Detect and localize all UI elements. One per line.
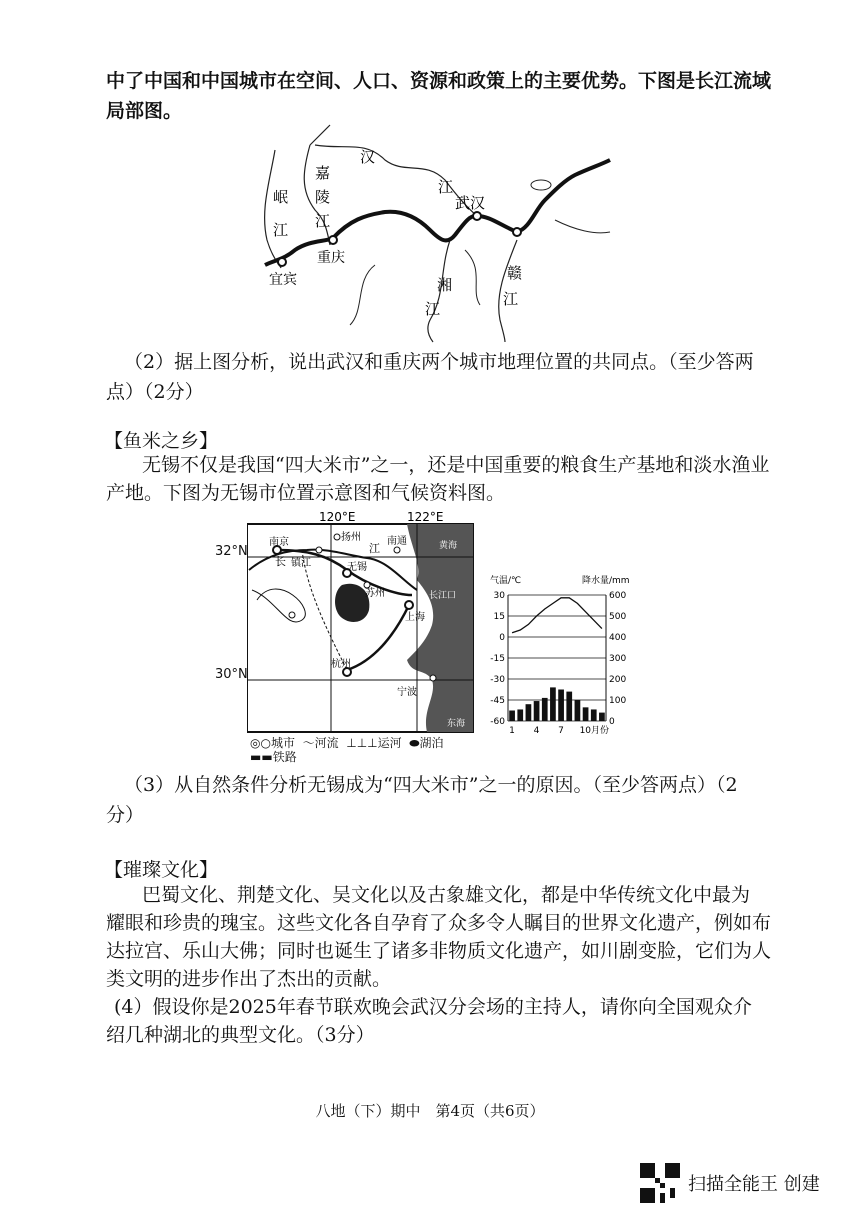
text-line-1: 中了中国和中国城市在空间、人口、资源和政策上的主要优势。下图是长江流域 <box>106 70 772 92</box>
precipitation-bar <box>583 707 589 721</box>
question-2-line-2: 点）（2分） <box>106 381 204 403</box>
y2-tick-label: 0 <box>609 717 615 727</box>
minor-river-3 <box>555 220 610 233</box>
precipitation-bar <box>550 687 556 721</box>
label-suzhou: 苏州 <box>365 588 385 599</box>
label-lat-30: 30°N <box>215 667 248 682</box>
label-hangzhou: 杭州 <box>331 659 351 670</box>
label-jiang-5: 江 <box>503 290 519 308</box>
label-jiang-2: 江 <box>315 212 331 230</box>
legend-rail-icon: ▬▬ <box>250 750 273 764</box>
y-tick-label: -30 <box>490 675 505 685</box>
legend-lake: 湖泊 <box>419 736 444 750</box>
label-jiang-4: 江 <box>425 300 441 318</box>
precipitation-bar <box>517 709 523 721</box>
legend-canal: 运河 <box>377 736 402 750</box>
label-xiang: 湘 <box>437 276 453 294</box>
y-axis-label: 气温/℃ <box>490 576 522 586</box>
minjiang-river <box>265 150 281 268</box>
text-line-2: 局部图。 <box>106 100 183 122</box>
paragraph-2-line-2: 耀眼和珍贵的瑰宝。这些文化各自孕育了众多令人瞩目的世界文化遗产，例如布 <box>106 912 772 934</box>
label-huanghai: 黄海 <box>439 541 458 551</box>
lake-poyang <box>531 180 551 190</box>
legend-rail: 铁路 <box>272 750 297 764</box>
label-nanjing: 南京 <box>269 537 289 548</box>
precipitation-bar <box>591 709 597 721</box>
city-wuhan <box>473 212 481 220</box>
scanner-watermark <box>640 1163 820 1203</box>
x-tick-label: 1 <box>509 726 515 735</box>
legend-city: ◎○城市 <box>250 736 295 750</box>
climate-chart <box>484 575 644 735</box>
precipitation-bar <box>526 704 532 721</box>
label-nantong: 南通 <box>387 536 407 547</box>
precipitation-bar <box>575 700 581 721</box>
map-legend <box>250 736 444 764</box>
y-tick-label: -45 <box>490 696 505 706</box>
wuxi-location-map <box>247 510 475 735</box>
precipitation-bar <box>542 698 548 721</box>
y-tick-label: 0 <box>499 633 505 643</box>
city-chongqing <box>329 236 337 244</box>
section-title-culture: 【璀璨文化】 <box>104 859 219 881</box>
label-lat-32: 32°N <box>215 544 248 559</box>
label-donghai: 东海 <box>447 719 466 729</box>
y-tick-label: -15 <box>490 654 505 664</box>
y-tick-label: 30 <box>493 591 505 601</box>
label-ningbo: 宁波 <box>397 687 417 698</box>
question-4-line-2: 绍几种湖北的典型文化。（3分） <box>106 1024 375 1046</box>
label-yangzhou: 扬州 <box>341 532 361 543</box>
label-chang: 长 <box>275 555 286 568</box>
y-tick-label: 15 <box>493 612 505 622</box>
x-axis-label: 10月份 <box>579 726 610 735</box>
paragraph-2-line-1: 巴蜀文化、荆楚文化、吴文化以及古象雄文化，都是中华传统文化中最为 <box>142 884 751 906</box>
y2-tick-label: 400 <box>609 633 627 643</box>
y2-axis-label: 降水量/mm <box>582 576 630 586</box>
legend-river: 河流 <box>314 736 339 750</box>
label-changjiangkou: 长江口 <box>429 591 457 601</box>
minor-river <box>350 265 375 325</box>
qr-code-icon <box>640 1163 680 1203</box>
label-zhenjiang: 镇江 <box>291 558 311 569</box>
label-yibin: 宜宾 <box>269 272 297 288</box>
label-jiang: 江 <box>369 542 380 555</box>
label-wuhan: 武汉 <box>455 194 486 212</box>
city-ningbo <box>430 675 436 681</box>
label-gan: 赣 <box>507 264 523 282</box>
paragraph-2-line-3: 达拉宫、乐山大佛；同时也诞生了诸多非物质文化遗产，如川剧变脸，它们为人 <box>106 940 772 962</box>
precipitation-bar <box>509 711 515 722</box>
city-jiujiang <box>513 228 521 236</box>
legend-canal-icon: ⊥⊥⊥ <box>346 736 378 750</box>
y2-tick-label: 500 <box>609 612 627 622</box>
label-jiang-1: 江 <box>273 221 289 239</box>
x-tick-label: 7 <box>558 726 564 735</box>
y2-tick-label: 100 <box>609 696 627 706</box>
label-han: 汉 <box>360 148 376 166</box>
page-footer: 八地（下）期中 第4页（共6页） <box>315 1102 545 1120</box>
label-jia: 嘉 <box>315 164 331 182</box>
precipitation-bar <box>558 690 564 722</box>
paragraph-1-line-1: 无锡不仅是我国“四大米市”之一，还是中国重要的粮食生产基地和淡水渔业 <box>142 454 770 476</box>
city-yibin <box>278 258 286 266</box>
city-shanghai <box>405 601 413 609</box>
question-2-line-1: （2）据上图分析，说出武汉和重庆两个城市地理位置的共同点。（至少答两 <box>124 351 754 373</box>
label-jiang-3: 江 <box>438 178 454 196</box>
watermark-text: 扫描全能王 创建 <box>688 1174 820 1195</box>
precipitation-bar <box>599 713 605 721</box>
label-lon-120: 120°E <box>319 510 356 524</box>
label-ling: 陵 <box>315 188 331 206</box>
city-nantong <box>394 547 400 553</box>
city-west <box>289 612 295 618</box>
y-tick-label: -60 <box>490 717 505 727</box>
city-yangzhou <box>334 534 340 540</box>
precipitation-bar <box>566 692 572 721</box>
label-shanghai: 上海 <box>405 612 425 623</box>
legend-river-icon: ～ <box>302 736 315 750</box>
x-tick-label: 4 <box>533 726 540 735</box>
paragraph-2-line-4: 类文明的进步作出了杰出的贡献。 <box>106 968 392 990</box>
city-zhenjiang <box>316 547 322 553</box>
question-3-line-1: （3）从自然条件分析无锡成为“四大米市”之一的原因。（至少答两点）（2 <box>124 774 738 796</box>
y2-tick-label: 300 <box>609 654 627 664</box>
y2-tick-label: 600 <box>609 591 627 601</box>
precipitation-bar <box>534 701 540 721</box>
temperature-line <box>512 598 602 633</box>
section-title-fish-rice: 【鱼米之乡】 <box>104 430 219 452</box>
question-3-line-2: 分） <box>106 804 145 826</box>
label-min: 岷 <box>273 188 289 206</box>
question-4-line-1: (4）假设你是2025年春节联欢晚会武汉分会场的主持人，请你向全国观众介 <box>114 996 752 1018</box>
paragraph-1-line-2: 产地。下图为无锡市位置示意图和气候资料图。 <box>106 482 506 504</box>
y2-tick-label: 200 <box>609 675 627 685</box>
legend-lake-icon: ⬬ <box>409 736 420 750</box>
yangtze-map <box>255 120 615 345</box>
label-lon-122: 122°E <box>407 510 444 524</box>
label-chongqing: 重庆 <box>317 250 345 266</box>
label-wuxi: 无锡 <box>347 562 367 573</box>
minor-river-2 <box>465 250 480 305</box>
